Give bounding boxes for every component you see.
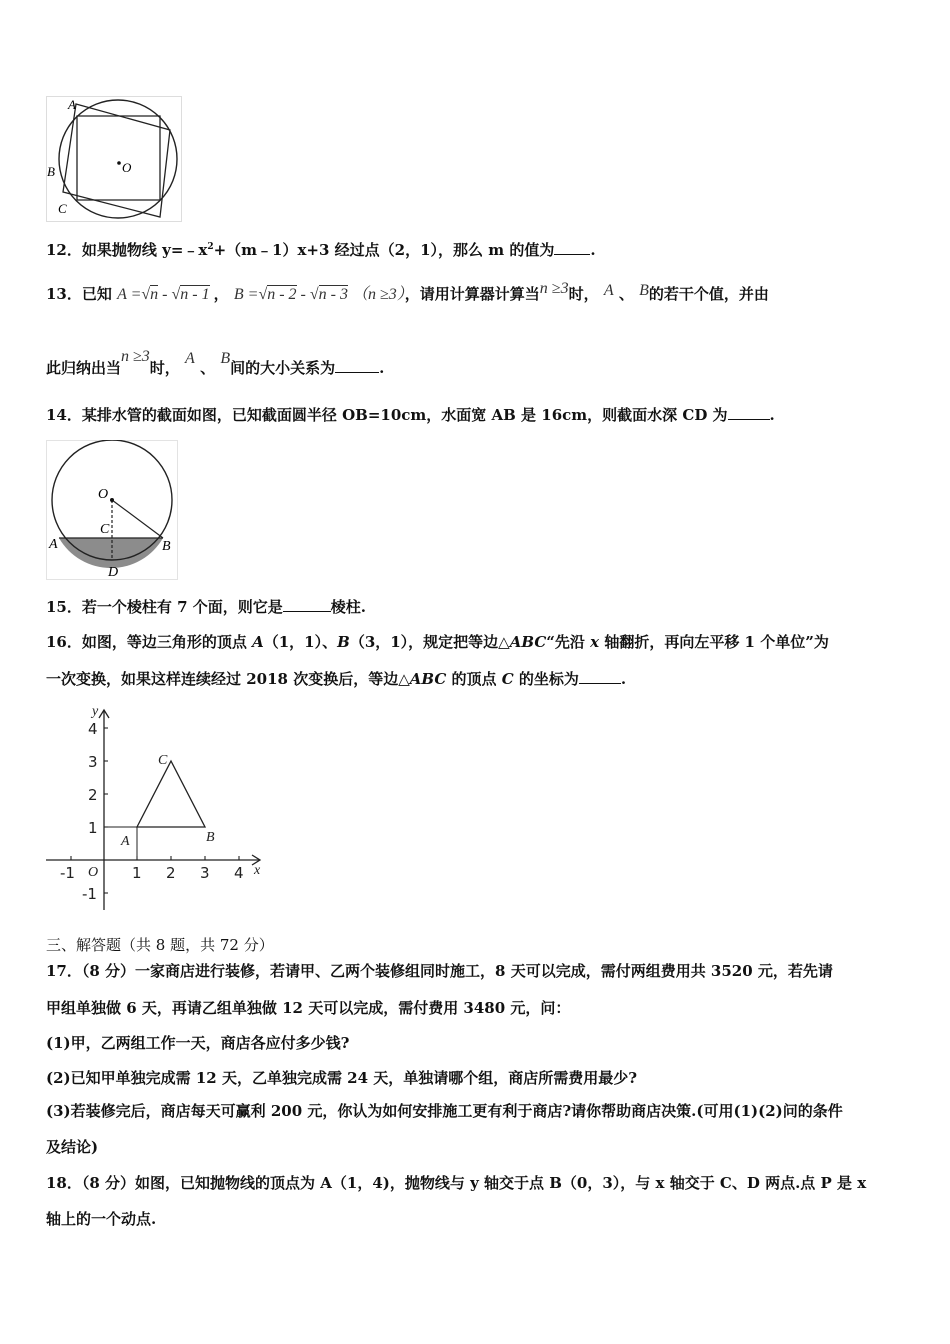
y-tick-4: 4: [88, 720, 98, 738]
label-a: A: [49, 537, 58, 552]
y-tick-1: 1: [88, 819, 98, 837]
question-18-line2: 轴上的一个动点.: [46, 1210, 157, 1228]
x-tick-3: 3: [200, 864, 210, 882]
y-tick-neg1: -1: [82, 885, 97, 903]
answer-blank[interactable]: [554, 240, 590, 255]
question-17-part3-line2: 及结论): [46, 1138, 99, 1156]
x-tick-4: 4: [234, 864, 244, 882]
question-13-line2: 此归纳出当n ≥3时， A 、 B间的大小关系为 .: [46, 348, 385, 377]
point-b-label: B: [206, 830, 215, 845]
pipe-figure: [46, 440, 178, 580]
question-16: 16．如图，等边三角形的顶点 A（1，1）、B（3，1），规定把等边△ABC“先沿 x 轴翻折，再向左平移 1 个单位”为: [46, 633, 829, 651]
y-tick-2: 2: [88, 786, 98, 804]
question-17-part2: (2)已知甲单独完成需 12 天，乙单独完成需 24 天，单独请哪个组，商店所需费用最少?: [46, 1069, 638, 1087]
question-17: 17．（8 分）一家商店进行装修，若请甲、乙两个装修组同时施工，8 天可以完成，需付两组费用共 3520 元，若先请: [46, 962, 833, 980]
point-o: [110, 498, 114, 502]
question-15: 15．若一个棱柱有 7 个面，则它是 棱柱.: [46, 598, 366, 616]
label-o: O: [98, 487, 109, 502]
y-axis-label: y: [92, 704, 99, 719]
condition: （n ≥3）: [351, 286, 405, 303]
label-d: D: [108, 565, 119, 580]
question-17-part1: (1)甲，乙两组工作一天，商店各应付多少钱?: [46, 1034, 350, 1052]
answer-blank[interactable]: [283, 597, 331, 612]
label-b: B: [47, 164, 55, 179]
center-point: [117, 161, 121, 165]
y-tick-3: 3: [88, 753, 98, 771]
question-13: 13．已知 A =√n - √n - 1 ， B =√n - 2 - √n - 3 （n ≥3），请用计算器计算当n ≥3时， A 、 B的若干个值，并由: [46, 280, 769, 303]
x-axis-label: x: [254, 863, 261, 878]
question-12: 12．如果抛物线 $y=﹣x^2+(m﹣1)x+3$ 经过点（2，1），那么 m 的值为 .: [46, 241, 596, 259]
label-b: B: [162, 539, 171, 554]
label-o: O: [122, 160, 132, 175]
coordinate-graph: [40, 702, 270, 917]
expr-b: B =√n - 2 - √n - 3: [233, 286, 348, 303]
label-a: A: [68, 97, 76, 112]
answer-blank[interactable]: [579, 669, 621, 684]
answer-blank[interactable]: [335, 358, 379, 373]
question-17-part3: (3)若装修完后，商店每天可赢利 200 元，你认为如何安排施工更有利于商店?请你帮助商店决策.(可用(1)(2)问的条件: [46, 1102, 843, 1120]
question-16-line2: 一次变换，如果这样连续经过 2018 次变换后，等边△ABC 的顶点 C 的坐标为 .: [46, 670, 627, 688]
circle-square-figure: [46, 96, 182, 222]
x-tick-2: 2: [166, 864, 176, 882]
x-tick-1: 1: [132, 864, 142, 882]
expr-a: A =√n - √n - 1: [117, 286, 210, 303]
triangle-abc: [137, 761, 205, 827]
section-3-title: 三、解答题（共 8 题，共 72 分）: [46, 936, 274, 954]
question-18: 18．（8 分）如图，已知抛物线的顶点为 A（1，4)，抛物线与 y 轴交于点 B（0，3），与 x 轴交于 C、D 两点.点 P 是 x: [46, 1174, 867, 1192]
point-a-label: A: [121, 834, 130, 849]
point-c-label: C: [158, 753, 168, 768]
origin-label: O: [88, 865, 99, 880]
question-17-line2: 甲组单独做 6 天，再请乙组单独做 12 天可以完成，需付费用 3480 元，问：: [46, 999, 571, 1017]
x-tick-neg1: -1: [60, 864, 75, 882]
label-c: C: [100, 522, 110, 537]
label-c: C: [58, 201, 67, 216]
answer-blank[interactable]: [728, 405, 770, 420]
question-14: 14．某排水管的截面如图，已知截面圆半径 OB=10cm，水面宽 AB 是 16cm，则截面水深 CD 为 .: [46, 406, 775, 424]
